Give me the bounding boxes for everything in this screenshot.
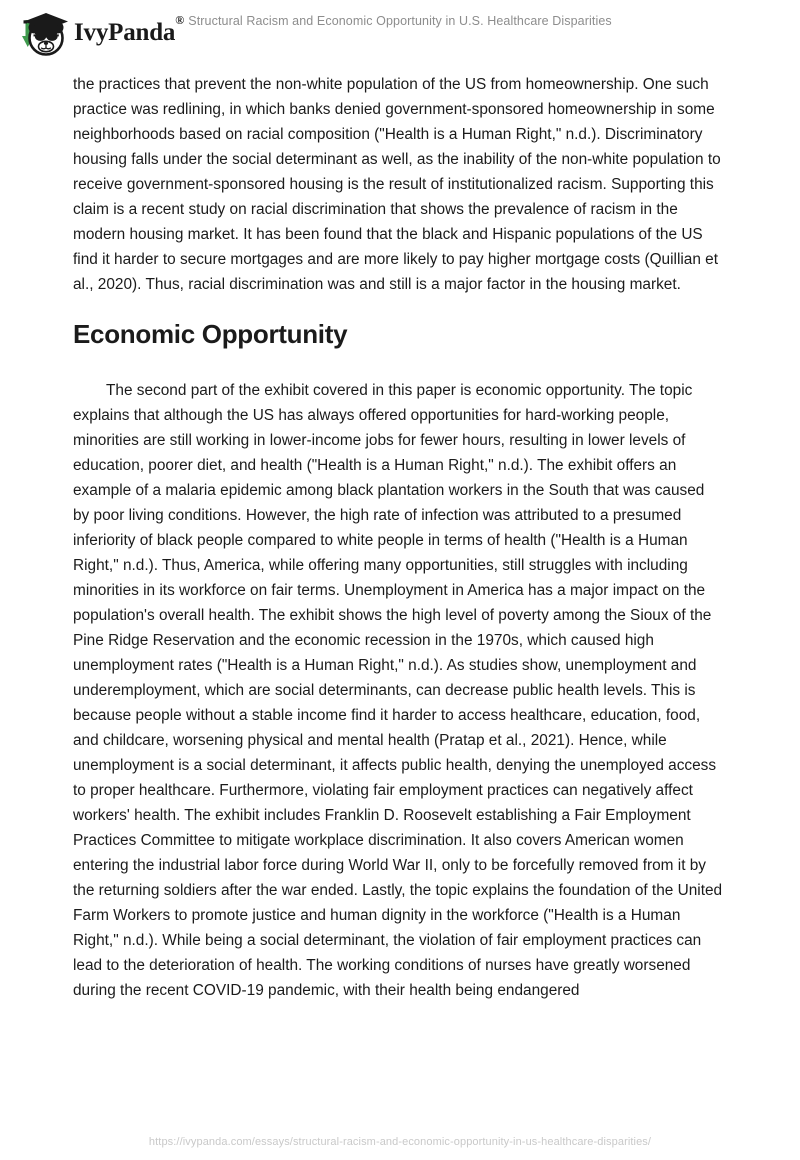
source-url[interactable]: https://ivypanda.com/essays/structural-racism-and-economic-opportunity-in-us-healthcare-disparities/ <box>148 1136 652 1148</box>
section-heading-economic-opportunity: Economic Opportunity <box>73 319 348 349</box>
page-footer <box>0 1132 800 1150</box>
brand-name: IvyPanda® <box>74 12 184 46</box>
registered-mark: ® <box>175 12 184 27</box>
document-title: Structural Racism and Economic Opportunity in U.S. Healthcare Disparities <box>188 14 612 28</box>
page-header <box>0 0 800 68</box>
paragraph-economic-opportunity: The second part of the exhibit covered in this paper is economic opportunity. The topic explains that although the US has always offered opportunities for hard-working people, minorities are still working in lower-income jobs for fewer hours, resulting in lower levels of education, poorer diet, and health ("Health is a Human Right," n.d.). The exhibit offers an example of a malaria epidemic among black plantation workers in the South that was caused by poor living conditions. However, the high rate of infection was attributed to a presumed inferiority of black people compared to white people in terms of health ("Health is a Human Right," n.d.). Thus, America, while offering many opportunities, still struggles with including minorities in its workforce on fair terms. Unemployment in America has a major impact on the population's overall health. The exhibit shows the high level of poverty among the Sioux of the Pine Ridge Reservation and the economic recession in the 1970s, which caused high unemployment rates ("Health is a Human Right," n.d.). As studies show, unemployment and underemployment, which are social determinants, can decrease public health levels. This is because people without a stable income find it harder to access healthcare, education, food, and childcare, worsening physical and mental health (Pratap et al., 2021). Hence, while unemployment is a social determinant, it affects public health, denying the unemployed access to proper healthcare. Furthermore, violating fair employment practices can negatively affect workers' health. The exhibit includes Franklin D. Roosevelt establishing a Fair Employment Practices Committee to mitigate workplace discrimination. It also covers American women entering the industrial labor force during World War II, only to be forcefully removed from it by the returning soldiers after the war ended. Lastly, the topic explains the foundation of the United Farm Workers to promote justice and human dignity in the workforce ("Health is a Human Right," n.d.). While being a social determinant, the violation of fair employment practices can lead to the deterioration of health. The working conditions of nurses have greatly worsened during the recent COVID-19 pandemic, with their health being endangered <box>73 382 723 999</box>
heading-bottom-spacer <box>73 350 724 378</box>
heading-top-spacer <box>73 297 724 318</box>
paragraph-continuation: the practices that prevent the non-white population of the US from homeownership. One such practice was redlining, in which banks denied government-sponsored homeownership in some neighborhoods based on racial composition ("Health is a Human Right," n.d.). Discriminatory housing falls under the social determinant as well, as the inability of the non-white population to receive government-sponsored housing is the result of institutionalized racism. Supporting this claim is a recent study on racial discrimination that shows the prevalence of racism in the modern housing market. It has been found that the black and Hispanic populations of the US find it harder to secure mortgages and are more likely to pay higher mortgage costs (Quillian et al., 2020). Thus, racial discrimination was and still is a major factor in the housing market. <box>73 76 721 293</box>
document-body <box>73 72 724 1003</box>
